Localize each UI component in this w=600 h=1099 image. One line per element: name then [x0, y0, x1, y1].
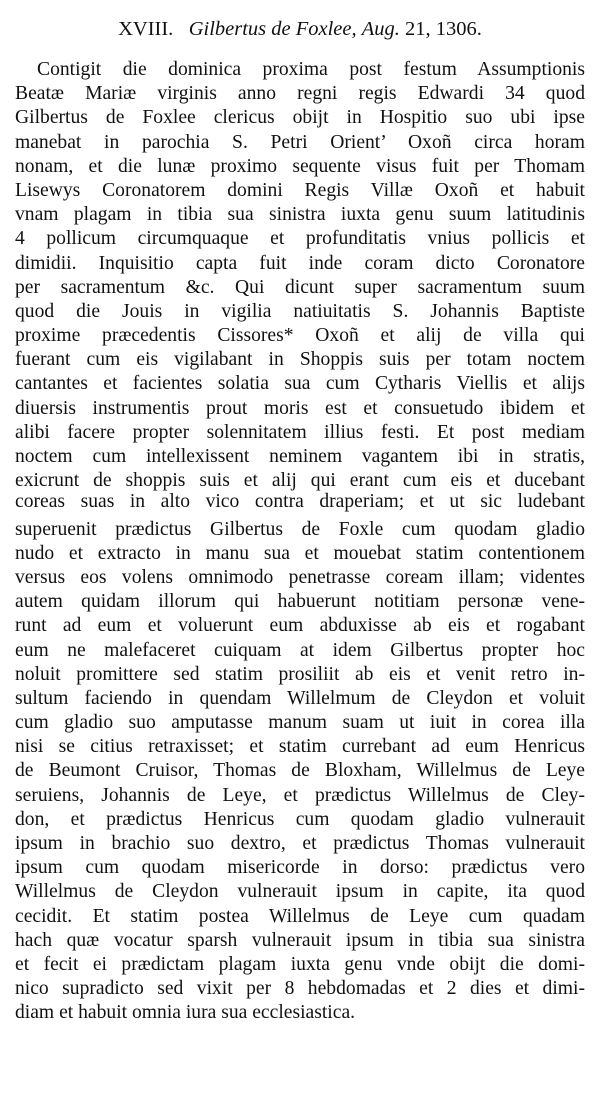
text-line: cantantes et facientes solatia sua cum Cytharis Viellis et alijs [15, 373, 585, 395]
text-line: coreas suas in alto vico contra draperiam; et ut sic ludebant [15, 491, 585, 513]
text-line: ipsum cum quodam misericorde in dorso: prædictus vero [15, 857, 585, 879]
text-line: diuersis instrumentis prout moris est et consuetudo ibidem et [15, 397, 585, 419]
text-line: vnam plagam in tibia sua sinistra iuxta genu suum latitudinis [15, 204, 585, 226]
text-line: cum gladio suo amputasse manum suam ut iuit in corea illa [15, 712, 585, 734]
text-line: manebat in parochia S. Petri Orient’ Oxoñ circa horam [15, 131, 585, 153]
text-line: dimidii. Inquisitio capta fuit inde coram dicto Coronatore [15, 252, 585, 274]
text-line: seruiens, Johannis de Leye, et prædictus Willelmus de Cley- [15, 784, 585, 806]
text-line: Lisewys Coronatorem domini Regis Villæ Oxoñ et habuit [15, 179, 585, 201]
entry-body [15, 58, 585, 1026]
text-line: cecidit. Et statim postea Willelmus de Leye cum quadam [15, 905, 585, 927]
text-line: hach quæ vocatur sparsh vulnerauit ipsum in tibia sua sinistra [15, 929, 585, 951]
text-line: alibi facere propter solennitatem illius festi. Et post mediam [15, 421, 585, 443]
text-line: Willelmus de Cleydon vulnerauit ipsum in capite, ita quod [15, 881, 585, 903]
text-line: Beatæ Mariæ virginis anno regni regis Edwardi 34 quod [15, 83, 585, 105]
text-line: sultum faciendo in quendam Willelmum de Cleydon et voluit [15, 687, 585, 709]
text-line: superuenit prædictus Gilbertus de Foxle cum quodam gladio [15, 518, 585, 540]
entry-number: XVIII. [118, 18, 174, 40]
text-line: per sacramentum &c. Qui dicunt super sacramentum suum [15, 276, 585, 298]
text-line: et fecit ei prædictam plagam iuxta genu vnde obijt die domi- [15, 953, 585, 975]
text-line: ipsum in brachio suo dextro, et prædictus Thomas vulnerauit [15, 833, 585, 854]
text-line: noctem cum intellexissent neminem vagantem ibi in stratis, [15, 446, 585, 467]
text-line: Gilbertus de Foxlee clericus obijt in Hospitio suo ubi ipse [15, 107, 585, 129]
text-line: runt ad eum et voluerunt eum abduxisse ab eis et rogabant [15, 615, 585, 637]
text-line: don, et prædictus Henricus cum quodam gladio vulnerauit [15, 808, 585, 830]
text-line: nico supradicto sed vixit per 8 hebdomadas et 2 dies et dimi- [15, 978, 585, 1000]
text-line: nonam, et die lunæ proximo sequente visus fuit per Thomam [15, 155, 585, 177]
text-line: fuerant cum eis vigilabant in Shoppis suis per totam noctem [15, 349, 585, 371]
entry-month: Aug. [361, 18, 400, 40]
text-line: eum ne malefaceret cuiquam at idem Gilbertus propter hoc [15, 639, 585, 661]
entry-name: Gilbertus de Foxlee, [188, 18, 357, 40]
entry-heading [0, 14, 600, 44]
text-line: de Beumont Cruisor, Thomas de Bloxham, Willelmus de Leye [15, 760, 585, 782]
text-line: versus eos volens omnimodo penetrasse coream illam; videntes [15, 566, 585, 588]
text-line: Contigit die dominica proxima post festum Assumptionis [37, 59, 585, 80]
text-line: exicrunt de shoppis suis et alij qui erant cum eis et ducebant [15, 470, 585, 492]
text-line: autem quidam illorum qui habuerunt notitiam personæ vene- [15, 591, 585, 613]
text-line: nudo et extracto in manu sua et mouebat statim contentionem [15, 542, 585, 564]
text-line: diam et habuit omnia iura sua ecclesiastica. [15, 1002, 356, 1024]
text-line: nisi se citius retraxisset; et statim currebant ad eum Henricus [15, 736, 585, 758]
text-line: quod die Jouis in vigilia natiuitatis S. Johannis Baptiste [15, 300, 585, 322]
text-line: noluit promittere sed statim prosiliit ab eis et venit retro in- [15, 663, 585, 685]
entry-date: 21, 1306. [405, 18, 482, 40]
text-line: 4 pollicum circumquaque et profunditatis vnius pollicis et [15, 228, 585, 250]
text-line: proxime præcedentis Cissores* Oxoñ et alij de villa qui [15, 325, 585, 347]
